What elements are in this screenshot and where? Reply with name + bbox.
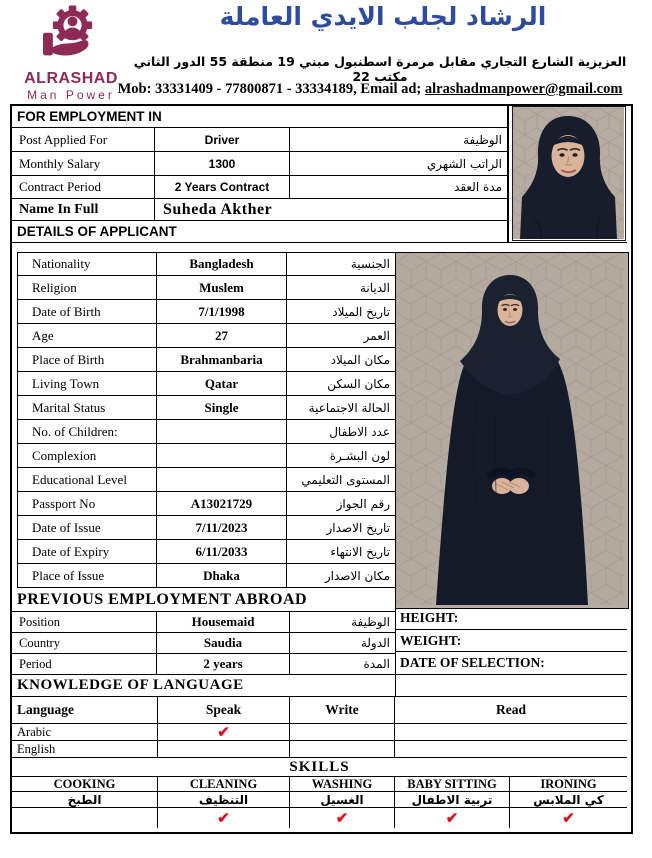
- label-ar-date-of-issue: تاريخ الاصدار: [287, 516, 395, 540]
- label-ar-place-of-birth: مكان الميلاد: [287, 348, 395, 372]
- value-post-applied-for: Driver: [155, 128, 290, 152]
- height-field: HEIGHT:: [395, 607, 627, 630]
- logo-subtitle: Man Power: [27, 87, 115, 102]
- label-living-town: Living Town: [17, 372, 157, 396]
- arabic-write-check: [290, 724, 395, 741]
- skill-washing: WASHING: [290, 777, 395, 792]
- label-ar-no-of-children: عدد الاطفال: [287, 420, 395, 444]
- skill-baby-sitting: BABY SITTING: [395, 777, 510, 792]
- applicant-headshot-photo: [512, 106, 626, 241]
- label-date-of-birth: Date of Birth: [17, 300, 157, 324]
- section-previous-employment: PREVIOUS EMPLOYMENT ABROAD: [12, 588, 395, 612]
- value-position: Housemaid: [157, 612, 290, 633]
- column-read: Read: [395, 697, 627, 724]
- label-nationality: Nationality: [17, 252, 157, 276]
- agency-title-arabic: الرشاد لجلب الايدي العاملة: [219, 2, 547, 31]
- value-date-of-issue: 7/11/2023: [157, 516, 287, 540]
- label-no-of-children: No. of Children:: [17, 420, 157, 444]
- label-ar-nationality: الجنسية: [287, 252, 395, 276]
- empty-cell: [395, 675, 627, 697]
- label-ar-monthly-salary: الراتب الشهري: [290, 152, 508, 176]
- value-country: Saudia: [157, 633, 290, 654]
- label-ar-passport-no: رقم الجواز: [287, 492, 395, 516]
- applicant-fullbody-photo: [395, 252, 629, 609]
- skill-ar-cooking: الطبخ: [12, 792, 158, 808]
- label-ar-period: المدة: [290, 654, 395, 675]
- value-no-of-children: [157, 420, 287, 444]
- column-write: Write: [290, 697, 395, 724]
- label-ar-contract-period: مدة العقد: [290, 176, 508, 199]
- value-educational-level: [157, 468, 287, 492]
- language-english: English: [12, 741, 158, 758]
- label-monthly-salary: Monthly Salary: [12, 152, 155, 176]
- skill-ironing: IRONING: [510, 777, 627, 792]
- label-ar-post-applied-for: الوظيفة: [290, 128, 508, 152]
- label-religion: Religion: [17, 276, 157, 300]
- value-religion: Muslem: [157, 276, 287, 300]
- divider-line: [12, 242, 627, 243]
- value-monthly-salary: 1300: [155, 152, 290, 176]
- label-place-of-birth: Place of Birth: [17, 348, 157, 372]
- value-period: 2 years: [157, 654, 290, 675]
- value-nationality: Bangladesh: [157, 252, 287, 276]
- column-language: Language: [12, 697, 158, 724]
- value-passport-no: A13021729: [157, 492, 287, 516]
- label-marital-status: Marital Status: [17, 396, 157, 420]
- label-ar-religion: الديانة: [287, 276, 395, 300]
- value-date-of-birth: 7/1/1998: [157, 300, 287, 324]
- value-complexion: [157, 444, 287, 468]
- label-contract-period: Contract Period: [12, 176, 155, 199]
- label-date-of-expiry: Date of Expiry: [17, 540, 157, 564]
- language-arabic: Arabic: [12, 724, 158, 741]
- value-marital-status: Single: [157, 396, 287, 420]
- email-link[interactable]: alrashadmanpower@gmail.com: [424, 81, 623, 97]
- skill-ar-ironing: كي الملابس: [510, 792, 627, 808]
- skill-check-ironing: ✔: [562, 810, 575, 827]
- date-of-selection-field: DATE OF SELECTION:: [395, 652, 627, 675]
- value-place-of-birth: Brahmanbaria: [157, 348, 287, 372]
- label-name-in-full: Name In Full: [12, 199, 155, 221]
- label-ar-complexion: لون البشـرة: [287, 444, 395, 468]
- english-write-check: [290, 741, 395, 758]
- section-knowledge-of-language: KNOWLEDGE OF LANGUAGE: [12, 675, 395, 697]
- label-period: Period: [12, 654, 157, 675]
- logo-name: ALRASHAD: [24, 70, 118, 87]
- skill-check-cooking: [12, 808, 158, 828]
- label-complexion: Complexion: [17, 444, 157, 468]
- skill-cleaning: CLEANING: [158, 777, 290, 792]
- value-age: 27: [157, 324, 287, 348]
- label-place-of-issue: Place of Issue: [17, 564, 157, 588]
- label-country: Country: [12, 633, 157, 654]
- skill-check-cleaning: ✔: [158, 808, 290, 828]
- label-ar-date-of-expiry: تاريخ الانتهاء: [287, 540, 395, 564]
- label-ar-marital-status: الحالة الاجتماعية: [287, 396, 395, 420]
- arabic-speak-check: ✔: [158, 724, 290, 741]
- label-ar-educational-level: المستوى التعليمي: [287, 468, 395, 492]
- english-read-check: [395, 741, 627, 758]
- weight-field: WEIGHT:: [395, 630, 627, 652]
- cv-table: [10, 104, 633, 834]
- label-ar-place-of-issue: مكان الاصدار: [287, 564, 395, 588]
- label-passport-no: Passport No: [17, 492, 157, 516]
- column-speak: Speak: [158, 697, 290, 724]
- label-ar-living-town: مكان السكن: [287, 372, 395, 396]
- contact-numbers: Mob: 33331409 - 77800871 - 33334189, Email ad;: [117, 81, 425, 97]
- photo-column-border: [508, 106, 509, 242]
- gear-person-hand-icon: [33, 4, 109, 66]
- value-living-town: Qatar: [157, 372, 287, 396]
- skill-ar-baby-sitting: تربية الاطفال: [395, 792, 510, 808]
- label-position: Position: [12, 612, 157, 633]
- agency-address-arabic: العزيزية الشارع التجاري مقابل مرمرة اسطنبول مبني 19 منطقة 55 الدور الثاني مكتب 22: [133, 54, 627, 84]
- skill-cooking: COOKING: [12, 777, 158, 792]
- label-educational-level: Educational Level: [17, 468, 157, 492]
- value-date-of-expiry: 6/11/2033: [157, 540, 287, 564]
- skill-check-baby-sitting: ✔: [395, 808, 510, 828]
- label-age: Age: [17, 324, 157, 348]
- label-ar-position: الوظيفة: [290, 612, 395, 633]
- value-name-in-full: Suheda Akther: [155, 199, 508, 221]
- label-post-applied-for: Post Applied For: [12, 128, 155, 152]
- section-details-of-applicant: DETAILS OF APPLICANT: [12, 221, 508, 242]
- label-ar-country: الدولة: [290, 633, 395, 654]
- contact-line: [104, 81, 636, 98]
- value-contract-period: 2 Years Contract: [155, 176, 290, 199]
- label-date-of-issue: Date of Issue: [17, 516, 157, 540]
- section-skills: SKILLS: [12, 758, 627, 777]
- value-place-of-issue: Dhaka: [157, 564, 287, 588]
- skill-ar-cleaning: التنظيف: [158, 792, 290, 808]
- skill-check-washing: ✔: [290, 808, 395, 828]
- arabic-read-check: [395, 724, 627, 741]
- skill-ar-washing: الغسيل: [290, 792, 395, 808]
- label-ar-age: العمر: [287, 324, 395, 348]
- section-for-employment: FOR EMPLOYMENT IN: [12, 106, 508, 128]
- english-speak-check: [158, 741, 290, 758]
- label-ar-date-of-birth: تاريخ الميلاد: [287, 300, 395, 324]
